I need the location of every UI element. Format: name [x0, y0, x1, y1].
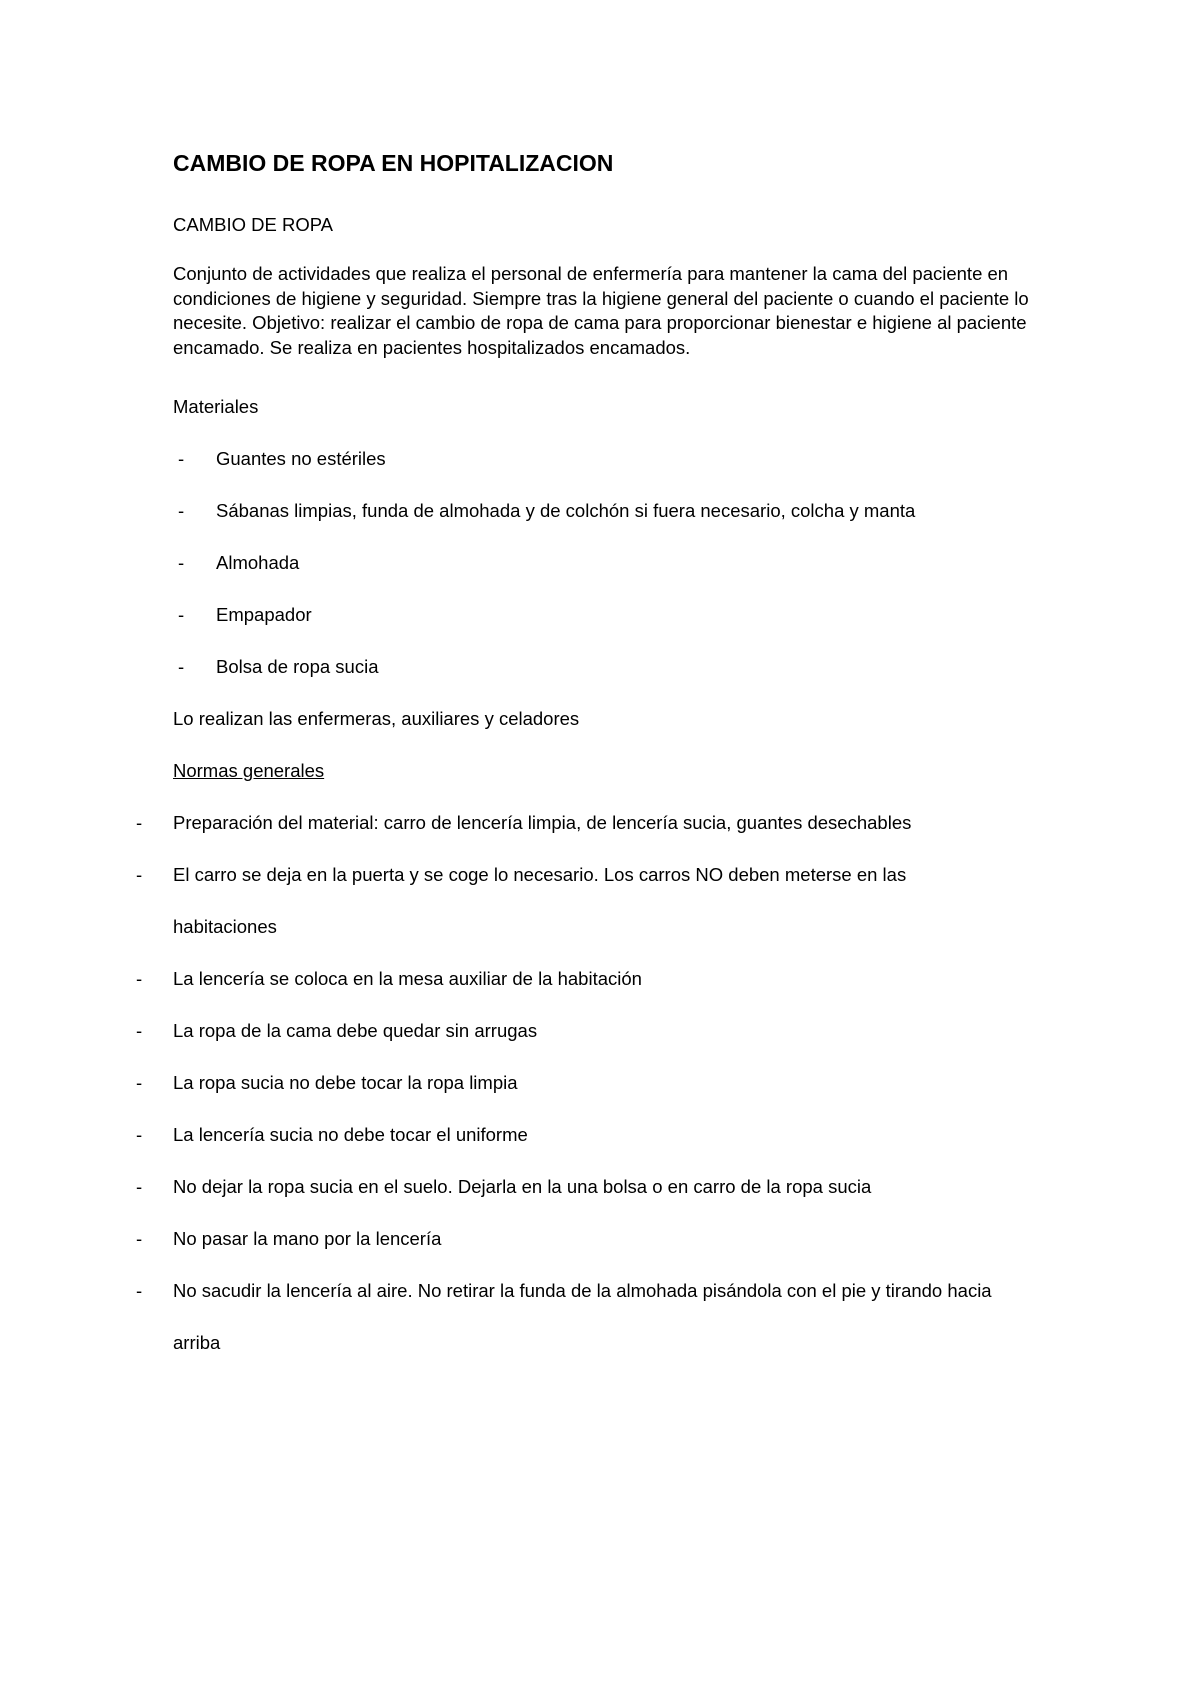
norm-item-continuation: habitaciones [173, 916, 277, 937]
staff-line: Lo realizan las enfermeras, auxiliares y celadores [173, 708, 580, 729]
norm-item-continuation: arriba [173, 1332, 221, 1353]
intro-paragraph: Conjunto de actividades que realiza el personal de enfermería para mantener la cama del paciente en condiciones de higiene y seguridad. Siempre tras la higiene general del paciente o cuando el paciente lo necesite. Objetivo: realizar el cambio de ropa de cama para proporcionar bienestar e higiene al paciente encamado. Se realiza en pacientes hospitalizados encamados. [173, 263, 1029, 358]
norm-item: La lencería sucia no debe tocar el uniforme [173, 1124, 528, 1145]
list-bullet: - [136, 1176, 143, 1197]
material-item: Almohada [216, 552, 300, 573]
norms-heading: Normas generales [173, 760, 325, 781]
material-item: Empapador [216, 604, 312, 625]
document-title: CAMBIO DE ROPA EN HOPITALIZACION [173, 150, 614, 176]
list-bullet: - [178, 552, 185, 573]
material-item: Bolsa de ropa sucia [216, 656, 379, 677]
materials-heading: Materiales [173, 396, 259, 417]
list-bullet: - [136, 1280, 143, 1301]
list-bullet: - [136, 812, 143, 833]
list-bullet: - [136, 864, 143, 885]
list-bullet: - [136, 1020, 143, 1041]
norm-item: La ropa de la cama debe quedar sin arrugas [173, 1020, 538, 1041]
norm-item: El carro se deja en la puerta y se coge lo necesario. Los carros NO deben meterse en las [173, 864, 907, 885]
list-bullet: - [178, 604, 185, 625]
norm-item: La ropa sucia no debe tocar la ropa limpia [173, 1072, 518, 1093]
section-subtitle: CAMBIO DE ROPA [173, 214, 334, 235]
norm-item: Preparación del material: carro de lencería limpia, de lencería sucia, guantes desechables [173, 812, 912, 833]
material-item: Guantes no estériles [216, 448, 386, 469]
norm-item: La lencería se coloca en la mesa auxiliar de la habitación [173, 968, 642, 989]
list-bullet: - [178, 448, 185, 469]
list-bullet: - [136, 1124, 143, 1145]
list-bullet: - [178, 500, 185, 521]
norm-item: No dejar la ropa sucia en el suelo. Dejarla en la una bolsa o en carro de la ropa sucia [173, 1176, 872, 1197]
list-bullet: - [136, 1228, 143, 1249]
material-item: Sábanas limpias, funda de almohada y de colchón si fuera necesario, colcha y manta [216, 500, 916, 521]
norm-item: No pasar la mano por la lencería [173, 1228, 442, 1249]
list-bullet: - [136, 968, 143, 989]
list-bullet: - [178, 656, 185, 677]
norm-item: No sacudir la lencería al aire. No retirar la funda de la almohada pisándola con el pie y tirando hacia [173, 1280, 992, 1301]
list-bullet: - [136, 1072, 143, 1093]
